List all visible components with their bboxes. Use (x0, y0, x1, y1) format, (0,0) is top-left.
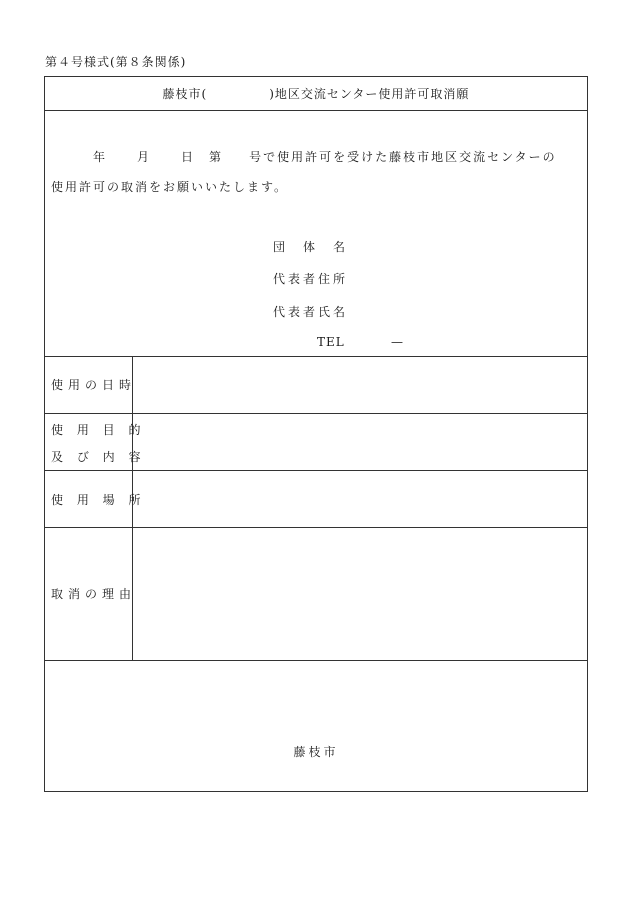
divider (45, 660, 587, 661)
day-label: 日 (181, 150, 196, 164)
place-label: 使 用 場 所 (51, 493, 146, 507)
divider (45, 356, 587, 357)
statement-line-2: 使用許可の取消をお願いいたします。 (51, 180, 289, 194)
tel-separator: — (391, 335, 406, 349)
title-suffix: )地区交流センター使用許可取消願 (269, 87, 470, 101)
statement-line-1 (93, 148, 557, 165)
divider (45, 413, 587, 414)
divider (45, 527, 587, 528)
group-name-label: 団 体 名 (273, 240, 349, 254)
form-title (45, 85, 587, 102)
title-prefix: 藤枝市( (162, 87, 208, 101)
representative-name-label: 代表者氏名 (273, 305, 349, 319)
purpose-label-line-1: 使 用 目 的 (51, 423, 146, 437)
month-label: 月 (137, 150, 152, 164)
statement-rest: 号で使用許可を受けた藤枝市地区交流センターの (249, 150, 557, 164)
number-prefix: 第 (209, 150, 224, 164)
form-frame (44, 76, 588, 792)
divider (45, 110, 587, 111)
divider (45, 470, 587, 471)
label-column-divider (132, 356, 133, 660)
year-label: 年 (93, 150, 108, 164)
tel-label: TEL (317, 335, 345, 349)
purpose-label-line-2: 及 び 内 容 (51, 450, 146, 464)
reason-label: 取消の理由 (51, 587, 137, 601)
footer-city: 藤枝市 (293, 745, 339, 759)
representative-address-label: 代表者住所 (273, 272, 349, 286)
form-number: 第４号様式(第８条関係) (45, 55, 187, 69)
datetime-label: 使用の日時 (51, 378, 137, 392)
